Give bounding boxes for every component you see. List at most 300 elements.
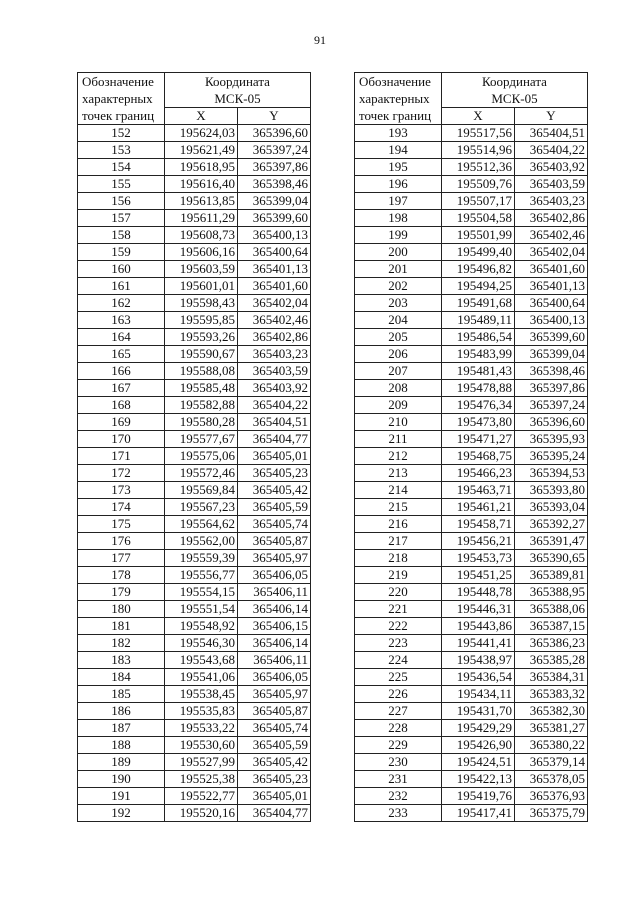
header-text: точек границ xyxy=(359,108,432,123)
x-coordinate-cell: 195431,70 xyxy=(442,703,515,720)
point-number-cell: 231 xyxy=(355,771,442,788)
x-coordinate-cell: 195522,77 xyxy=(165,788,238,805)
point-number-cell: 162 xyxy=(78,295,165,312)
x-coordinate-cell: 195601,01 xyxy=(165,278,238,295)
y-coordinate-cell: 365400,64 xyxy=(238,244,311,261)
point-number-cell: 157 xyxy=(78,210,165,227)
table-row xyxy=(78,771,311,788)
y-column-header: Y xyxy=(515,108,588,125)
x-coordinate-cell: 195525,38 xyxy=(165,771,238,788)
header-text: характерных xyxy=(82,91,153,106)
y-coordinate-cell: 365404,22 xyxy=(238,397,311,414)
y-coordinate-cell: 365392,27 xyxy=(515,516,588,533)
point-number-cell: 224 xyxy=(355,652,442,669)
y-coordinate-cell: 365399,04 xyxy=(515,346,588,363)
point-number-cell: 233 xyxy=(355,805,442,822)
y-coordinate-cell: 365406,11 xyxy=(238,652,311,669)
table-row xyxy=(78,805,311,822)
x-coordinate-cell: 195556,77 xyxy=(165,567,238,584)
table-row xyxy=(78,176,311,193)
table-row xyxy=(78,550,311,567)
table-row xyxy=(355,159,588,176)
point-number-cell: 166 xyxy=(78,363,165,380)
x-coordinate-cell: 195608,73 xyxy=(165,227,238,244)
table-row xyxy=(355,329,588,346)
y-coordinate-cell: 365396,60 xyxy=(515,414,588,431)
y-coordinate-cell: 365402,46 xyxy=(515,227,588,244)
x-coordinate-cell: 195443,86 xyxy=(442,618,515,635)
y-coordinate-cell: 365398,46 xyxy=(515,363,588,380)
point-number-cell: 171 xyxy=(78,448,165,465)
x-coordinate-cell: 195577,67 xyxy=(165,431,238,448)
point-number-cell: 215 xyxy=(355,499,442,516)
x-coordinate-cell: 195507,17 xyxy=(442,193,515,210)
y-coordinate-cell: 365397,24 xyxy=(515,397,588,414)
table-row xyxy=(78,397,311,414)
table-row xyxy=(78,278,311,295)
point-number-cell: 198 xyxy=(355,210,442,227)
x-coordinate-cell: 195499,40 xyxy=(442,244,515,261)
point-number-cell: 169 xyxy=(78,414,165,431)
x-coordinate-cell: 195496,82 xyxy=(442,261,515,278)
x-coordinate-cell: 195463,71 xyxy=(442,482,515,499)
x-coordinate-cell: 195466,23 xyxy=(442,465,515,482)
point-number-cell: 200 xyxy=(355,244,442,261)
x-coordinate-cell: 195471,27 xyxy=(442,431,515,448)
header-text: МСК-05 xyxy=(491,91,538,106)
point-number-cell: 155 xyxy=(78,176,165,193)
x-coordinate-cell: 195512,36 xyxy=(442,159,515,176)
table-row xyxy=(355,754,588,771)
y-coordinate-cell: 365406,11 xyxy=(238,584,311,601)
table-row xyxy=(78,584,311,601)
x-coordinate-cell: 195621,49 xyxy=(165,142,238,159)
point-number-cell: 194 xyxy=(355,142,442,159)
point-number-cell: 229 xyxy=(355,737,442,754)
table-row xyxy=(355,805,588,822)
table-row xyxy=(355,244,588,261)
point-number-cell: 199 xyxy=(355,227,442,244)
point-number-cell: 221 xyxy=(355,601,442,618)
x-coordinate-cell: 195446,31 xyxy=(442,601,515,618)
y-coordinate-cell: 365388,06 xyxy=(515,601,588,618)
point-number-cell: 178 xyxy=(78,567,165,584)
point-number-cell: 190 xyxy=(78,771,165,788)
table-row xyxy=(78,312,311,329)
table-row xyxy=(78,261,311,278)
point-number-cell: 163 xyxy=(78,312,165,329)
point-number-cell: 152 xyxy=(78,125,165,142)
point-number-cell: 213 xyxy=(355,465,442,482)
x-coordinate-cell: 195481,43 xyxy=(442,363,515,380)
point-number-cell: 217 xyxy=(355,533,442,550)
point-number-cell: 211 xyxy=(355,431,442,448)
table-row xyxy=(355,142,588,159)
y-coordinate-cell: 365385,28 xyxy=(515,652,588,669)
y-coordinate-cell: 365399,60 xyxy=(515,329,588,346)
y-coordinate-cell: 365403,92 xyxy=(238,380,311,397)
point-number-cell: 177 xyxy=(78,550,165,567)
point-number-cell: 187 xyxy=(78,720,165,737)
point-number-cell: 226 xyxy=(355,686,442,703)
x-coordinate-cell: 195422,13 xyxy=(442,771,515,788)
point-number-cell: 232 xyxy=(355,788,442,805)
y-coordinate-cell: 365401,13 xyxy=(238,261,311,278)
table-row xyxy=(355,380,588,397)
y-coordinate-cell: 365396,60 xyxy=(238,125,311,142)
table-row xyxy=(78,227,311,244)
table-row xyxy=(78,346,311,363)
x-coordinate-cell: 195533,22 xyxy=(165,720,238,737)
y-coordinate-cell: 365402,04 xyxy=(238,295,311,312)
table-row xyxy=(355,261,588,278)
point-number-cell: 168 xyxy=(78,397,165,414)
table-row xyxy=(355,278,588,295)
table-row xyxy=(355,499,588,516)
x-column-header: X xyxy=(442,108,515,125)
table-row xyxy=(355,703,588,720)
table-row xyxy=(78,618,311,635)
y-coordinate-cell: 365376,93 xyxy=(515,788,588,805)
x-column-header: X xyxy=(165,108,238,125)
y-coordinate-cell: 365405,59 xyxy=(238,737,311,754)
x-coordinate-cell: 195426,90 xyxy=(442,737,515,754)
x-coordinate-cell: 195448,78 xyxy=(442,584,515,601)
table-row xyxy=(355,431,588,448)
table-row xyxy=(355,771,588,788)
table-row xyxy=(78,499,311,516)
x-coordinate-cell: 195611,29 xyxy=(165,210,238,227)
x-coordinate-cell: 195517,56 xyxy=(442,125,515,142)
table-row xyxy=(78,516,311,533)
y-coordinate-cell: 365405,74 xyxy=(238,720,311,737)
y-coordinate-cell: 365382,30 xyxy=(515,703,588,720)
table-row xyxy=(355,601,588,618)
point-number-cell: 201 xyxy=(355,261,442,278)
point-number-cell: 220 xyxy=(355,584,442,601)
x-coordinate-cell: 195514,96 xyxy=(442,142,515,159)
y-coordinate-cell: 365398,46 xyxy=(238,176,311,193)
table-row xyxy=(355,669,588,686)
y-coordinate-cell: 365404,22 xyxy=(515,142,588,159)
point-number-cell: 189 xyxy=(78,754,165,771)
point-number-cell: 173 xyxy=(78,482,165,499)
table-row xyxy=(355,720,588,737)
y-coordinate-cell: 365386,23 xyxy=(515,635,588,652)
table-row xyxy=(78,193,311,210)
point-number-cell: 204 xyxy=(355,312,442,329)
table-row xyxy=(355,414,588,431)
y-coordinate-cell: 365390,65 xyxy=(515,550,588,567)
y-coordinate-cell: 365405,01 xyxy=(238,788,311,805)
point-number-cell: 222 xyxy=(355,618,442,635)
point-number-cell: 209 xyxy=(355,397,442,414)
y-coordinate-cell: 365395,93 xyxy=(515,431,588,448)
y-coordinate-cell: 365403,59 xyxy=(515,176,588,193)
point-number-cell: 180 xyxy=(78,601,165,618)
x-coordinate-cell: 195501,99 xyxy=(442,227,515,244)
table-row xyxy=(78,567,311,584)
y-coordinate-cell: 365402,46 xyxy=(238,312,311,329)
table-row xyxy=(78,380,311,397)
point-number-cell: 176 xyxy=(78,533,165,550)
y-coordinate-cell: 365384,31 xyxy=(515,669,588,686)
table-row xyxy=(78,125,311,142)
table-row xyxy=(78,788,311,805)
table-row xyxy=(355,788,588,805)
y-coordinate-cell: 365403,23 xyxy=(238,346,311,363)
point-number-cell: 154 xyxy=(78,159,165,176)
point-number-cell: 219 xyxy=(355,567,442,584)
table-row xyxy=(78,703,311,720)
y-coordinate-cell: 365406,15 xyxy=(238,618,311,635)
table-row xyxy=(78,635,311,652)
y-coordinate-cell: 365403,23 xyxy=(515,193,588,210)
point-number-cell: 227 xyxy=(355,703,442,720)
table-row xyxy=(355,193,588,210)
table-row xyxy=(355,210,588,227)
coordinate-header xyxy=(165,73,311,108)
y-coordinate-cell: 365406,05 xyxy=(238,669,311,686)
table-row xyxy=(355,737,588,754)
point-number-cell: 202 xyxy=(355,278,442,295)
y-coordinate-cell: 365389,81 xyxy=(515,567,588,584)
x-coordinate-cell: 195527,99 xyxy=(165,754,238,771)
point-number-cell: 170 xyxy=(78,431,165,448)
x-coordinate-cell: 195603,59 xyxy=(165,261,238,278)
point-number-cell: 188 xyxy=(78,737,165,754)
table-row xyxy=(355,516,588,533)
x-coordinate-cell: 195436,54 xyxy=(442,669,515,686)
x-coordinate-cell: 195417,41 xyxy=(442,805,515,822)
table-row xyxy=(355,482,588,499)
header-text: МСК-05 xyxy=(214,91,261,106)
y-coordinate-cell: 365399,60 xyxy=(238,210,311,227)
point-number-cell: 174 xyxy=(78,499,165,516)
y-coordinate-cell: 365402,86 xyxy=(515,210,588,227)
y-coordinate-cell: 365403,59 xyxy=(238,363,311,380)
point-number-cell: 172 xyxy=(78,465,165,482)
x-coordinate-cell: 195548,92 xyxy=(165,618,238,635)
point-number-cell: 175 xyxy=(78,516,165,533)
point-number-cell: 181 xyxy=(78,618,165,635)
x-coordinate-cell: 195504,58 xyxy=(442,210,515,227)
table-row xyxy=(355,448,588,465)
table-row xyxy=(78,720,311,737)
y-coordinate-cell: 365380,22 xyxy=(515,737,588,754)
point-number-cell: 192 xyxy=(78,805,165,822)
x-coordinate-cell: 195624,03 xyxy=(165,125,238,142)
table-row xyxy=(355,465,588,482)
y-coordinate-cell: 365397,86 xyxy=(515,380,588,397)
point-number-cell: 228 xyxy=(355,720,442,737)
x-coordinate-cell: 195569,84 xyxy=(165,482,238,499)
x-coordinate-cell: 195575,06 xyxy=(165,448,238,465)
table-row xyxy=(355,567,588,584)
point-number-cell: 182 xyxy=(78,635,165,652)
page-number: 91 xyxy=(314,33,326,47)
point-number-cell: 205 xyxy=(355,329,442,346)
point-number-cell: 164 xyxy=(78,329,165,346)
y-coordinate-cell: 365399,04 xyxy=(238,193,311,210)
point-number-cell: 218 xyxy=(355,550,442,567)
y-coordinate-cell: 365405,87 xyxy=(238,533,311,550)
point-designation-header xyxy=(78,73,165,125)
x-coordinate-cell: 195588,08 xyxy=(165,363,238,380)
point-number-cell: 161 xyxy=(78,278,165,295)
y-coordinate-cell: 365404,51 xyxy=(515,125,588,142)
point-number-cell: 153 xyxy=(78,142,165,159)
y-coordinate-cell: 365405,74 xyxy=(238,516,311,533)
y-coordinate-cell: 365405,87 xyxy=(238,703,311,720)
table-row xyxy=(78,142,311,159)
x-coordinate-cell: 195509,76 xyxy=(442,176,515,193)
point-number-cell: 195 xyxy=(355,159,442,176)
x-coordinate-cell: 195606,16 xyxy=(165,244,238,261)
coordinate-header xyxy=(442,73,588,108)
y-coordinate-cell: 365381,27 xyxy=(515,720,588,737)
y-coordinate-cell: 365406,14 xyxy=(238,635,311,652)
header-text: точек границ xyxy=(82,108,155,123)
x-coordinate-cell: 195598,43 xyxy=(165,295,238,312)
y-coordinate-cell: 365401,13 xyxy=(515,278,588,295)
point-number-cell: 156 xyxy=(78,193,165,210)
table-row xyxy=(355,618,588,635)
table-row xyxy=(355,363,588,380)
x-coordinate-cell: 195567,23 xyxy=(165,499,238,516)
table-row xyxy=(355,550,588,567)
x-coordinate-cell: 195489,11 xyxy=(442,312,515,329)
table-row xyxy=(78,669,311,686)
table-row xyxy=(78,754,311,771)
x-coordinate-cell: 195593,26 xyxy=(165,329,238,346)
table-row xyxy=(78,448,311,465)
point-number-cell: 186 xyxy=(78,703,165,720)
y-coordinate-cell: 365405,59 xyxy=(238,499,311,516)
y-coordinate-cell: 365394,53 xyxy=(515,465,588,482)
x-coordinate-cell: 195483,99 xyxy=(442,346,515,363)
table-row xyxy=(355,227,588,244)
x-coordinate-cell: 195478,88 xyxy=(442,380,515,397)
table-row xyxy=(355,584,588,601)
y-coordinate-cell: 365387,15 xyxy=(515,618,588,635)
table-row xyxy=(355,346,588,363)
header-text: Координата xyxy=(205,74,270,89)
header-text: Координата xyxy=(482,74,547,89)
point-number-cell: 185 xyxy=(78,686,165,703)
coordinates-table-right xyxy=(354,72,588,822)
table-row xyxy=(78,431,311,448)
x-coordinate-cell: 195595,85 xyxy=(165,312,238,329)
table-row xyxy=(355,533,588,550)
point-number-cell: 167 xyxy=(78,380,165,397)
x-coordinate-cell: 195582,88 xyxy=(165,397,238,414)
x-coordinate-cell: 195458,71 xyxy=(442,516,515,533)
point-number-cell: 193 xyxy=(355,125,442,142)
x-coordinate-cell: 195438,97 xyxy=(442,652,515,669)
table-row xyxy=(78,210,311,227)
point-number-cell: 216 xyxy=(355,516,442,533)
y-coordinate-cell: 365375,79 xyxy=(515,805,588,822)
point-designation-header xyxy=(355,73,442,125)
x-coordinate-cell: 195434,11 xyxy=(442,686,515,703)
y-coordinate-cell: 365378,05 xyxy=(515,771,588,788)
table-row xyxy=(78,686,311,703)
point-number-cell: 206 xyxy=(355,346,442,363)
y-coordinate-cell: 365406,05 xyxy=(238,567,311,584)
x-coordinate-cell: 195618,95 xyxy=(165,159,238,176)
x-coordinate-cell: 195616,40 xyxy=(165,176,238,193)
y-coordinate-cell: 365405,23 xyxy=(238,771,311,788)
y-coordinate-cell: 365403,92 xyxy=(515,159,588,176)
point-number-cell: 160 xyxy=(78,261,165,278)
x-coordinate-cell: 195572,46 xyxy=(165,465,238,482)
point-number-cell: 179 xyxy=(78,584,165,601)
x-coordinate-cell: 195520,16 xyxy=(165,805,238,822)
x-coordinate-cell: 195613,85 xyxy=(165,193,238,210)
header-text: характерных xyxy=(359,91,430,106)
table-row xyxy=(78,482,311,499)
coordinates-table-left xyxy=(77,72,311,822)
x-coordinate-cell: 195585,48 xyxy=(165,380,238,397)
x-coordinate-cell: 195538,45 xyxy=(165,686,238,703)
table-row xyxy=(78,244,311,261)
point-number-cell: 214 xyxy=(355,482,442,499)
x-coordinate-cell: 195429,29 xyxy=(442,720,515,737)
point-number-cell: 191 xyxy=(78,788,165,805)
y-coordinate-cell: 365405,23 xyxy=(238,465,311,482)
table-row xyxy=(355,635,588,652)
y-coordinate-cell: 365405,42 xyxy=(238,754,311,771)
y-coordinate-cell: 365405,01 xyxy=(238,448,311,465)
x-coordinate-cell: 195486,54 xyxy=(442,329,515,346)
y-column-header: Y xyxy=(238,108,311,125)
y-coordinate-cell: 365379,14 xyxy=(515,754,588,771)
y-coordinate-cell: 365404,51 xyxy=(238,414,311,431)
table-row xyxy=(78,363,311,380)
y-coordinate-cell: 365395,24 xyxy=(515,448,588,465)
x-coordinate-cell: 195546,30 xyxy=(165,635,238,652)
table-row xyxy=(355,686,588,703)
table-row xyxy=(355,176,588,193)
point-number-cell: 207 xyxy=(355,363,442,380)
y-coordinate-cell: 365400,64 xyxy=(515,295,588,312)
x-coordinate-cell: 195451,25 xyxy=(442,567,515,584)
table-row xyxy=(78,159,311,176)
table-row xyxy=(355,312,588,329)
point-number-cell: 203 xyxy=(355,295,442,312)
y-coordinate-cell: 365401,60 xyxy=(515,261,588,278)
y-coordinate-cell: 365404,77 xyxy=(238,431,311,448)
x-coordinate-cell: 195461,21 xyxy=(442,499,515,516)
table-row xyxy=(355,397,588,414)
point-number-cell: 210 xyxy=(355,414,442,431)
x-coordinate-cell: 195543,68 xyxy=(165,652,238,669)
x-coordinate-cell: 195580,28 xyxy=(165,414,238,431)
table-row xyxy=(78,329,311,346)
x-coordinate-cell: 195554,15 xyxy=(165,584,238,601)
x-coordinate-cell: 195473,80 xyxy=(442,414,515,431)
table-row xyxy=(78,601,311,618)
point-number-cell: 165 xyxy=(78,346,165,363)
x-coordinate-cell: 195494,25 xyxy=(442,278,515,295)
y-coordinate-cell: 365405,97 xyxy=(238,686,311,703)
point-number-cell: 223 xyxy=(355,635,442,652)
point-number-cell: 230 xyxy=(355,754,442,771)
x-coordinate-cell: 195562,00 xyxy=(165,533,238,550)
table-row xyxy=(78,737,311,754)
x-coordinate-cell: 195535,83 xyxy=(165,703,238,720)
